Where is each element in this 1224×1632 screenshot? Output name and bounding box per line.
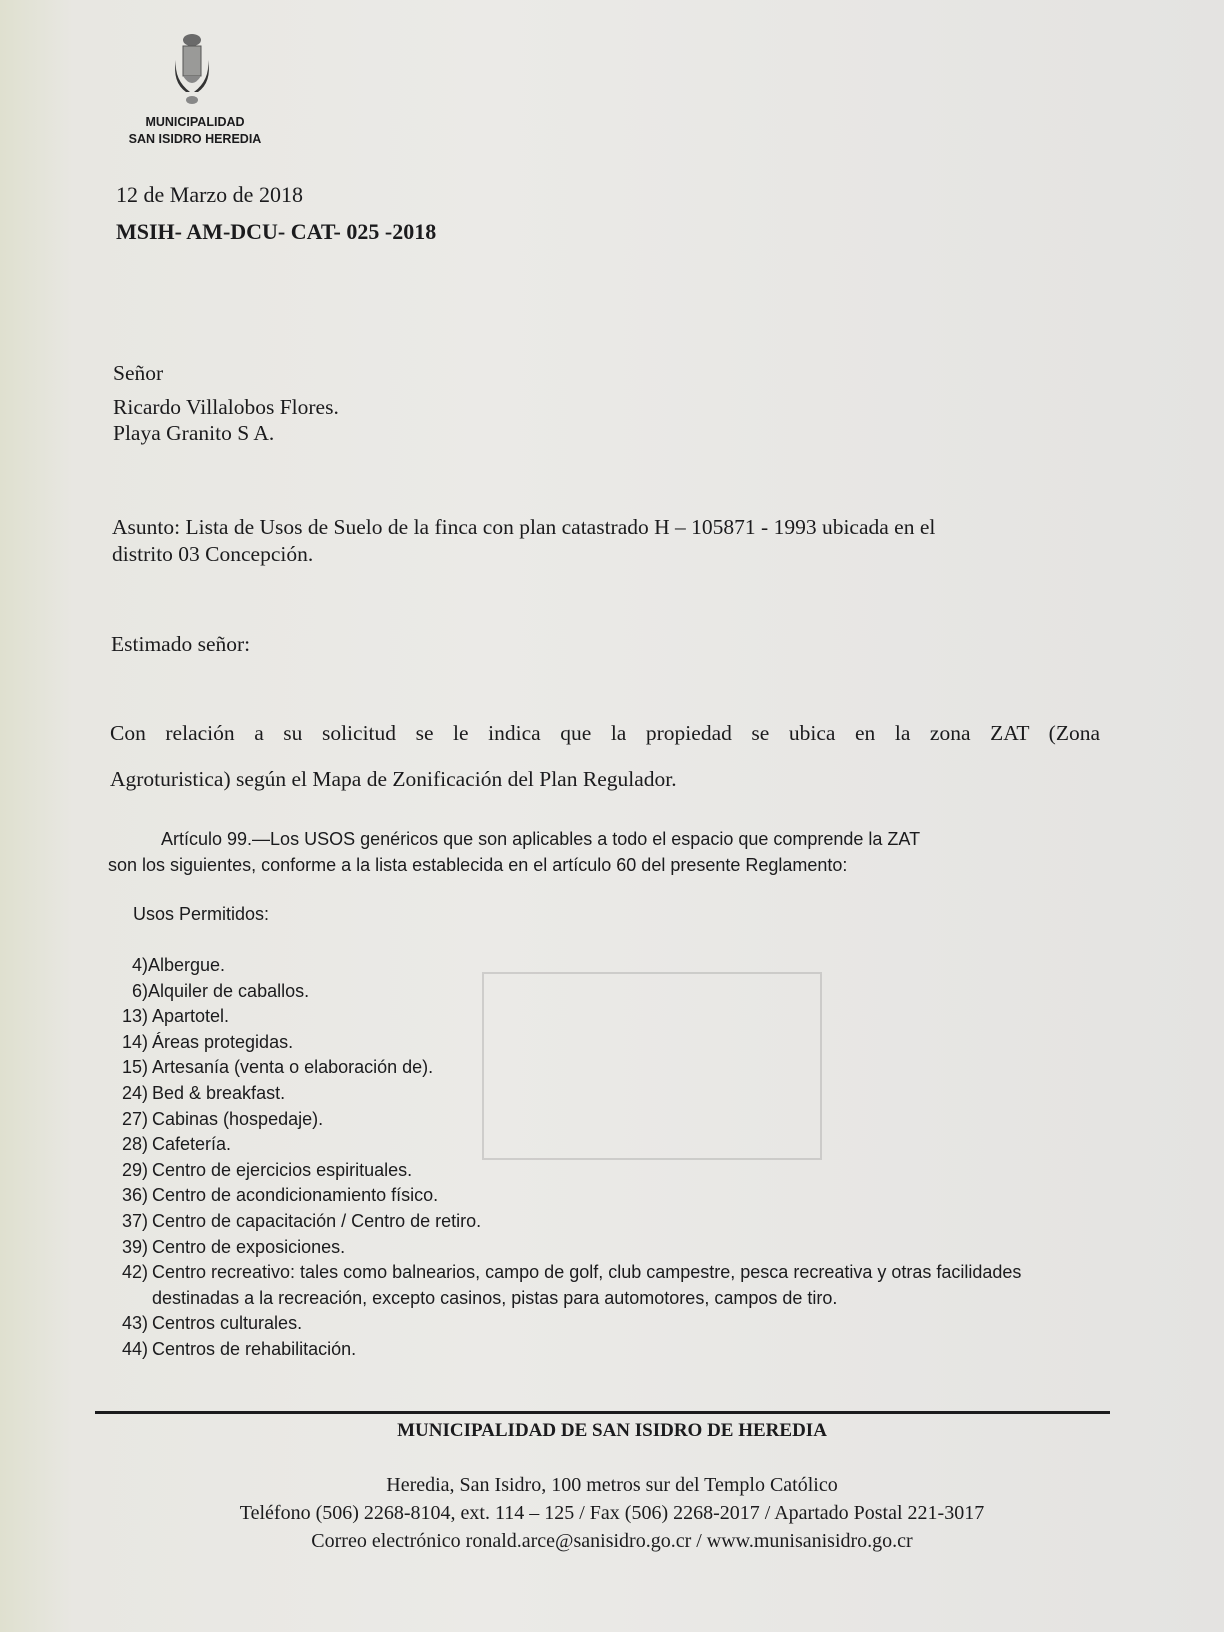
email-link[interactable]: ronald.arce@sanisidro.go.cr <box>465 1530 692 1552</box>
subject-line2: distrito 03 Concepción. <box>112 542 314 566</box>
recipient-block <box>113 358 339 448</box>
paragraph-line1: Con relación a su solicitud se le indica que la propiedad se ubica en la zona ZAT (Zona <box>110 721 1100 745</box>
uses-list <box>108 953 1108 1363</box>
uses-heading: Usos Permitidos: <box>133 904 270 924</box>
use-number: 39) <box>121 1236 148 1257</box>
use-number: 43) <box>121 1313 148 1334</box>
contact-separator: / <box>691 1530 707 1552</box>
use-text: Centros de rehabilitación. <box>152 1338 357 1359</box>
use-text: Centro de exposiciones. <box>152 1236 346 1257</box>
footer-contact <box>0 1530 1224 1553</box>
website-link[interactable]: www.munisanisidro.go.cr <box>706 1530 913 1552</box>
paragraph-line2: Agroturistica) según el Mapa de Zonificación del Plan Regulador. <box>110 767 677 791</box>
footer-phone: Teléfono (506) 2268-8104, ext. 114 – 125 / Fax (506) 2268-2017 / Apartado Postal 221-3017 <box>239 1502 985 1524</box>
use-item <box>108 1030 1108 1056</box>
use-item <box>108 1158 1108 1184</box>
use-item <box>108 1209 1108 1235</box>
use-item <box>108 953 1108 979</box>
use-number: 13) <box>121 1006 148 1027</box>
email-label: Correo electrónico <box>311 1530 466 1552</box>
use-text: Albergue. <box>148 955 226 975</box>
letterhead-line2: SAN ISIDRO HEREDIA <box>128 132 262 146</box>
footer-divider <box>95 1411 1110 1414</box>
use-text: Centro de acondicionamiento físico. <box>152 1185 439 1206</box>
use-number: 6) <box>131 980 148 1001</box>
article-text <box>108 826 1103 878</box>
intro-paragraph <box>110 710 1100 802</box>
use-text: Centro recreativo: tales como balnearios, campo de golf, club campestre, pesca recreativa y otras facilidades destinadas a la recreación, excepto casinos, pistas para automotores, campos de tiro. <box>152 1262 1022 1308</box>
subject <box>112 514 1102 568</box>
subject-line1: Asunto: Lista de Usos de Suelo de la finca con plan catastrado H – 105871 - 1993 ubicada en el <box>112 515 936 539</box>
use-number: 28) <box>121 1134 148 1155</box>
use-text: Centro de ejercicios espirituales. <box>152 1159 413 1180</box>
letterhead-line1: MUNICIPALIDAD <box>145 115 245 129</box>
use-item <box>108 1235 1108 1261</box>
letter-date: 12 de Marzo de 2018 <box>116 182 303 207</box>
footer-address: Heredia, San Isidro, 100 metros sur del Templo Católico <box>386 1474 838 1496</box>
use-text: Artesanía (venta o elaboración de). <box>152 1057 434 1078</box>
use-item <box>108 1311 1108 1337</box>
coat-of-arms-logo <box>172 30 212 110</box>
use-number: 29) <box>121 1159 148 1180</box>
use-number: 37) <box>121 1210 148 1231</box>
use-number: 15) <box>121 1057 148 1078</box>
use-number: 42) <box>121 1262 148 1283</box>
use-item <box>108 1260 1108 1311</box>
use-number: 27) <box>121 1108 148 1129</box>
article-line2: son los siguientes, conforme a la lista establecida en el artículo 60 del presente Reglamento: <box>108 855 848 875</box>
use-number: 4) <box>131 955 148 975</box>
use-text: Apartotel. <box>152 1006 230 1027</box>
use-item <box>108 1132 1108 1158</box>
letterhead-name <box>115 114 275 148</box>
footer-title: MUNICIPALIDAD DE SAN ISIDRO DE HEREDIA <box>397 1420 827 1441</box>
reference-number: MSIH- AM-DCU- CAT- 025 -2018 <box>116 219 437 244</box>
use-item <box>108 1337 1108 1363</box>
use-text: Centros culturales. <box>152 1313 303 1334</box>
use-item <box>108 1183 1108 1209</box>
recipient-name: Ricardo Villalobos Flores. <box>113 395 339 419</box>
use-text: Áreas protegidas. <box>152 1031 294 1052</box>
use-text: Alquiler de caballos. <box>148 980 310 1001</box>
greeting: Estimado señor: <box>111 632 251 656</box>
article-line1: Artículo 99.—Los USOS genéricos que son aplicables a todo el espacio que comprende la ZAT <box>161 829 921 849</box>
use-text: Bed & breakfast. <box>152 1082 286 1103</box>
use-number: 24) <box>121 1082 148 1103</box>
use-item <box>108 1004 1108 1030</box>
recipient-company: Playa Granito S A. <box>113 421 275 445</box>
use-text: Cafetería. <box>152 1134 232 1155</box>
use-item <box>108 1081 1108 1107</box>
recipient-title: Señor <box>113 361 164 385</box>
use-number: 36) <box>121 1185 148 1206</box>
use-text: Cabinas (hospedaje). <box>152 1108 324 1129</box>
use-number: 44) <box>121 1338 148 1359</box>
use-number: 14) <box>121 1031 148 1052</box>
use-item <box>108 1107 1108 1133</box>
use-item <box>108 979 1108 1005</box>
use-text: Centro de capacitación / Centro de retiro. <box>152 1210 482 1231</box>
use-item <box>108 1055 1108 1081</box>
